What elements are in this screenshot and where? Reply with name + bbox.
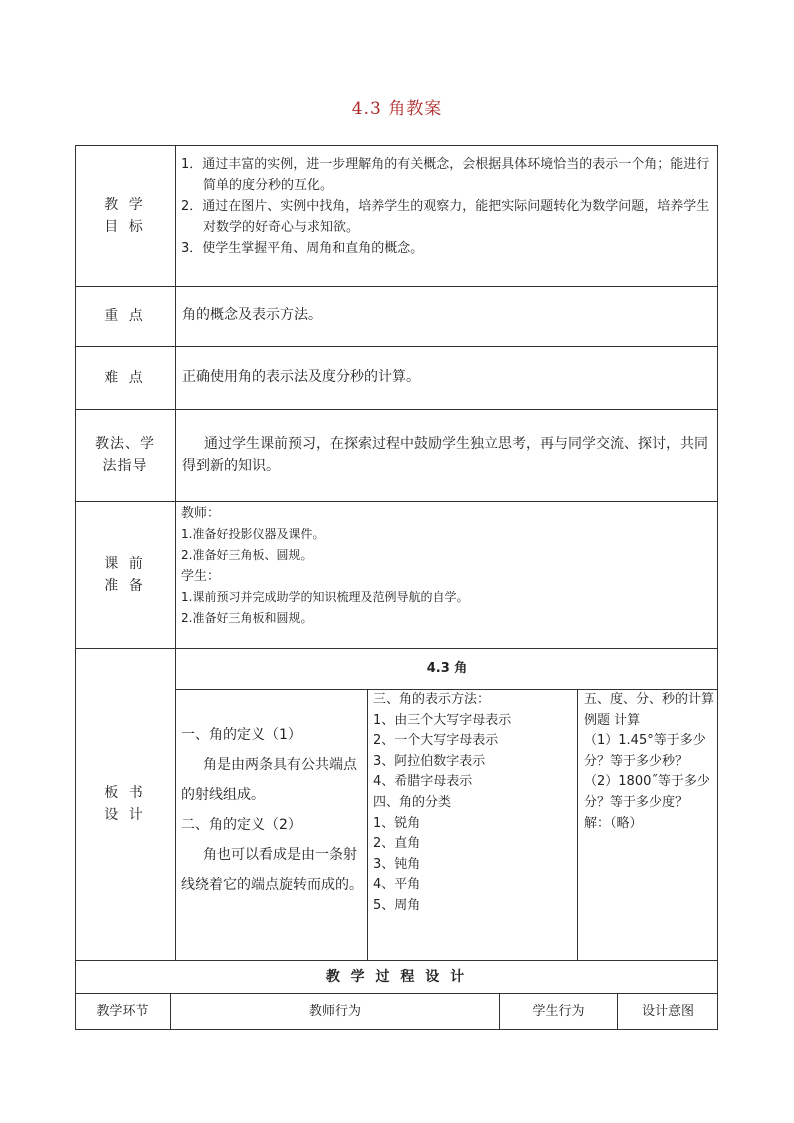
prep-teacher-heading: 教师： bbox=[181, 506, 221, 521]
process-header-student: 学生行为 bbox=[532, 1004, 585, 1019]
prep-student-item: 2.准备好三角板和圆规。 bbox=[181, 611, 313, 625]
objective-item: 3．使学生掌握平角、周角和直角的概念。 bbox=[181, 241, 424, 256]
board-column-1 bbox=[181, 720, 363, 900]
board-col1-line: 二、角的定义（2） bbox=[181, 817, 302, 833]
board-col2-line: 2、一个大写字母表示 bbox=[373, 733, 499, 749]
board-col2-line: 5、周角 bbox=[373, 897, 421, 913]
prep-student-item: 1.课前预习并完成助学的知识梳理及范例导航的自学。 bbox=[181, 590, 469, 604]
board-col2-line: 3、钝角 bbox=[373, 856, 421, 872]
prep-teacher-item: 2.准备好三角板、圆规。 bbox=[181, 548, 313, 562]
board-column-2 bbox=[373, 690, 573, 917]
method-text: 通过学生课前预习，在探索过程中鼓励学生独立思考，再与同学交流、探讨，共同得到新的知识。 bbox=[182, 436, 708, 474]
process-header-segment: 教学环节 bbox=[96, 1004, 149, 1019]
process-header-intent: 设计意图 bbox=[641, 1004, 694, 1019]
board-col2-line: 2、直角 bbox=[373, 836, 421, 852]
method-label bbox=[75, 409, 175, 501]
key-point-label: 重 点 bbox=[104, 308, 146, 324]
board-column-divider bbox=[367, 689, 368, 960]
prep-content bbox=[181, 503, 711, 629]
board-column-3 bbox=[584, 690, 714, 834]
board-col1-line: 角是由两条具有公共端点的射线组成。 bbox=[181, 757, 357, 803]
board-col1-line: 一、角的定义（1） bbox=[181, 727, 302, 743]
board-col3-line: 例题 计算 bbox=[584, 712, 641, 728]
board-col3-line: 解：（略） bbox=[584, 815, 643, 831]
board-col2-line: 三、角的表示方法： bbox=[373, 692, 491, 707]
difficulty-text: 正确使用角的表示法及度分秒的计算。 bbox=[182, 369, 420, 385]
objectives-label bbox=[75, 145, 175, 286]
board-col2-line: 1、由三个大写字母表示 bbox=[373, 712, 512, 728]
board-col2-line: 1、锐角 bbox=[373, 815, 421, 831]
prep-teacher-item: 1.准备好投影仪器及课件。 bbox=[181, 527, 325, 541]
board-label-line2: 设 计 bbox=[104, 807, 146, 823]
board-col3-line: （1）1.45°等于多少分？等于多少秒？ bbox=[584, 733, 706, 769]
board-col1-line: 角也可以看成是由一条射线绕着它的端点旋转而成的。 bbox=[181, 847, 363, 893]
prep-label-line2: 准 备 bbox=[104, 577, 146, 594]
process-title: 教 学 过 程 设 计 bbox=[325, 969, 468, 985]
label-column-divider bbox=[175, 145, 176, 960]
board-column-divider bbox=[577, 689, 578, 960]
board-col2-line: 3、阿拉伯数字表示 bbox=[373, 753, 486, 769]
objectives-content bbox=[181, 154, 715, 259]
objective-item: 2．通过在图片、实例中找角，培养学生的观察力，能把实际问题转化为数学问题，培养学生对数学的好奇心与求知欲。 bbox=[181, 199, 710, 235]
board-col3-line: 五、度、分、秒的计算 bbox=[584, 692, 715, 707]
board-col2-line: 4、希腊字母表示 bbox=[373, 774, 473, 790]
difficulty-label: 难 点 bbox=[104, 369, 146, 386]
method-label-line1: 教法、学 bbox=[95, 436, 155, 452]
prep-label bbox=[75, 501, 175, 648]
page-title: 4.3 角教案 bbox=[351, 99, 443, 119]
board-header: 4.3 角 bbox=[426, 661, 468, 676]
objectives-label-line1: 教 学 bbox=[104, 196, 146, 213]
prep-label-line1: 课 前 bbox=[104, 555, 146, 572]
method-label-line2: 法指导 bbox=[102, 458, 148, 474]
board-col2-line: 4、平角 bbox=[373, 877, 421, 893]
board-label-line1: 板 书 bbox=[104, 785, 146, 801]
key-point-text: 角的概念及表示方法。 bbox=[182, 307, 322, 323]
prep-student-heading: 学生： bbox=[181, 569, 221, 584]
board-col2-line: 四、角的分类 bbox=[373, 794, 452, 810]
objective-item: 1．通过丰富的实例，进一步理解角的有关概念，会根据具体环境恰当的表示一个角；能进行简单的度分秒的互化。 bbox=[181, 157, 710, 193]
board-col3-line: （2）1800˝等于多少分？等于多少度？ bbox=[584, 774, 710, 810]
objectives-label-line2: 目 标 bbox=[104, 218, 146, 235]
process-header-teacher: 教师行为 bbox=[308, 1004, 361, 1019]
board-label bbox=[75, 648, 175, 960]
